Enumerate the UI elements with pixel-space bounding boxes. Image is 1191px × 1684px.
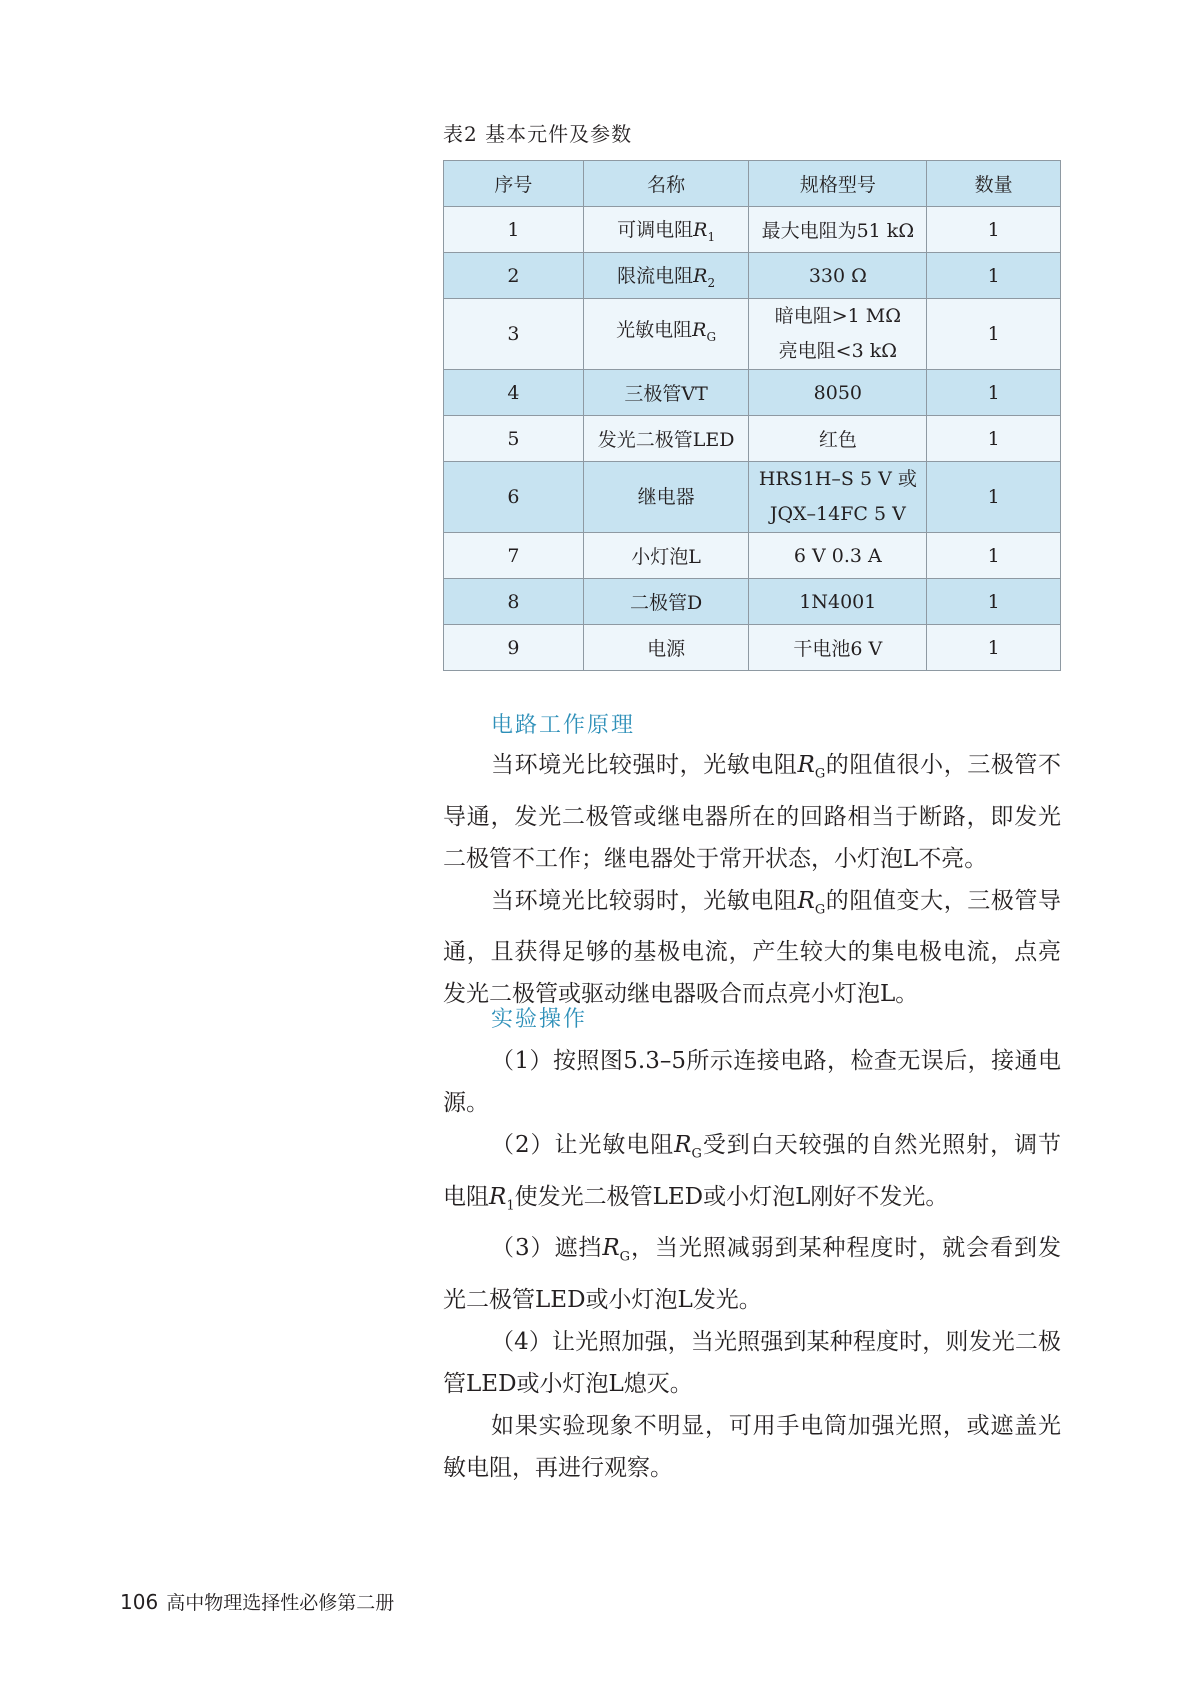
step-2: （2）让光敏电阻$R_G$受到白天较强的自然光照射，调节电阻$R_1$使发光二极管LED或小灯泡L刚好不发光。 — [443, 1132, 1062, 1214]
cell-qty: 1 — [927, 253, 1061, 299]
cell-no: 5 — [444, 416, 584, 462]
paragraph: 当环境光比较强时，光敏电阻$R_G$的阻值很小，三极管不导通，发光二极管或继电器所在的回路相当于断路，即发光二极管不工作；继电器处于常开状态，小灯泡L不亮。 — [443, 752, 1062, 872]
cell-name: 电源 — [583, 625, 749, 671]
table-row — [444, 533, 1061, 579]
page-number: 106 — [120, 1590, 159, 1614]
cell-qty: 1 — [927, 207, 1061, 253]
cell-qty: 1 — [927, 462, 1061, 533]
cell-name: 可调电阻$R_1$ — [583, 207, 749, 253]
cell-name: 限流电阻$R_2$ — [583, 253, 749, 299]
cell-spec: 1N4001 — [749, 579, 927, 625]
step-3: （3）遮挡$R_G$，当光照减弱到某种程度时，就会看到发光二极管LED或小灯泡L发光。 — [443, 1235, 1061, 1313]
table-header-row — [444, 161, 1061, 207]
cell-qty: 1 — [927, 299, 1061, 370]
header-qty: 数量 — [927, 161, 1061, 207]
cell-spec: 6 V 0.3 A — [749, 533, 927, 579]
step-4: （4）让光照加强，当光照强到某种程度时，则发光二极管LED或小灯泡L熄灭。 — [443, 1328, 1061, 1397]
cell-name: 二极管D — [583, 579, 749, 625]
cell-qty: 1 — [927, 625, 1061, 671]
table-row — [444, 207, 1061, 253]
cell-spec: 330 Ω — [749, 253, 927, 299]
cell-name: 三极管VT — [583, 370, 749, 416]
section-heading-procedure: 实验操作 — [491, 1007, 588, 1032]
book-title: 高中物理选择性必修第二册 — [166, 1592, 395, 1614]
cell-no: 8 — [444, 579, 584, 625]
cell-qty: 1 — [927, 533, 1061, 579]
cell-qty: 1 — [927, 370, 1061, 416]
note-paragraph: 如果实验现象不明显，可用手电筒加强光照，或遮盖光敏电阻，再进行观察。 — [443, 1412, 1061, 1481]
principle-text — [443, 744, 1061, 1015]
section-heading-principle: 电路工作原理 — [491, 713, 636, 738]
table-row — [444, 370, 1061, 416]
cell-spec: 最大电阻为51 kΩ — [749, 207, 927, 253]
table-caption: 表2 基本元件及参数 — [443, 122, 633, 146]
page-footer — [120, 1588, 394, 1615]
cell-no: 4 — [444, 370, 584, 416]
cell-no: 6 — [444, 462, 584, 533]
table-row — [444, 299, 1061, 370]
header-name: 名称 — [583, 161, 749, 207]
cell-spec: 红色 — [749, 416, 927, 462]
cell-name: 发光二极管LED — [583, 416, 749, 462]
paragraph: 当环境光比较弱时，光敏电阻$R_G$的阻值变大，三极管导通，且获得足够的基极电流，产生较大的集电极电流，点亮发光二极管或驱动继电器吸合而点亮小灯泡L。 — [443, 887, 1062, 1008]
table-row — [444, 416, 1061, 462]
header-no: 序号 — [444, 161, 584, 207]
cell-no: 3 — [444, 299, 584, 370]
cell-qty: 1 — [927, 416, 1061, 462]
table-row — [444, 253, 1061, 299]
cell-no: 1 — [444, 207, 584, 253]
table-row — [444, 625, 1061, 671]
table-row — [444, 462, 1061, 533]
procedure-text — [443, 1040, 1061, 1489]
cell-spec: 8050 — [749, 370, 927, 416]
cell-name: 小灯泡L — [583, 533, 749, 579]
cell-no: 7 — [444, 533, 584, 579]
cell-qty: 1 — [927, 579, 1061, 625]
step-1: （1）按照图5.3–5所示连接电路，检查无误后，接通电源。 — [443, 1048, 1061, 1116]
cell-no: 9 — [444, 625, 584, 671]
cell-spec: HRS1H–S 5 V 或 JQX–14FC 5 V — [749, 462, 927, 533]
cell-name: 光敏电阻$R_G$ — [583, 299, 749, 370]
cell-spec: 暗电阻>1 MΩ 亮电阻<3 kΩ — [749, 299, 927, 370]
cell-spec: 干电池6 V — [749, 625, 927, 671]
header-spec: 规格型号 — [749, 161, 927, 207]
table-row — [444, 579, 1061, 625]
cell-no: 2 — [444, 253, 584, 299]
cell-name: 继电器 — [583, 462, 749, 533]
components-table — [443, 160, 1061, 671]
